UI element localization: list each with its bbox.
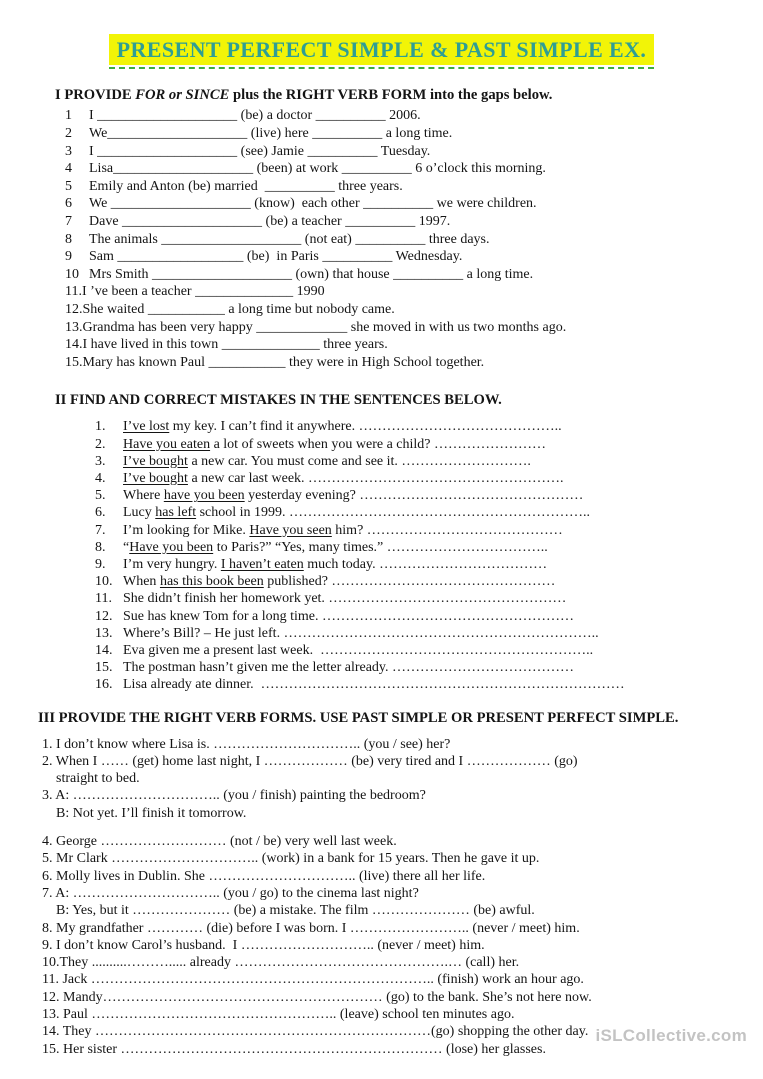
- exercise1-item: [65, 160, 733, 178]
- item-number: 2: [65, 125, 72, 141]
- item-number: 3: [65, 143, 72, 159]
- underlined-phrase: have you been: [163, 488, 245, 504]
- exercise3-item: [42, 954, 751, 971]
- item-text: Eva given me a present last week. …………………………………………………..: [123, 642, 594, 658]
- item-number: 8: [65, 231, 72, 247]
- title-dashed-underline: [109, 67, 655, 69]
- item-text: Lucy has left school in 1999. ………………………………………………………..: [123, 505, 591, 521]
- exercise2-item: [95, 573, 733, 590]
- page-title: PRESENT PERFECT SIMPLE & PAST SIMPLE EX.: [109, 34, 655, 65]
- item-text: 13. Paul …………………………………………….. (leave) school ten minutes ago.: [42, 1007, 515, 1022]
- item-text: 1. I don’t know where Lisa is. ………………………….. (you / see) her?: [42, 736, 451, 752]
- underlined-phrase: Have you seen: [249, 522, 332, 538]
- item-number: 12.: [95, 608, 113, 624]
- exercise1-item: [65, 125, 733, 143]
- section1-heading-post: plus the RIGHT VERB FORM into the gaps below.: [229, 87, 553, 104]
- item-text: 6. Molly lives in Dublin. She ………………………….. (live) there all her life.: [42, 868, 486, 884]
- item-number: 7.: [95, 522, 106, 538]
- item-text: “Have you been to Paris?” “Yes, many times.” ……………………………..: [123, 539, 548, 555]
- item-number: 10: [65, 266, 79, 282]
- item-number: 5: [65, 178, 72, 194]
- item-text: Emily and Anton (be) married __________ three years.: [89, 178, 403, 194]
- exercise2-item: [95, 676, 733, 693]
- exercise3-item: [42, 1006, 751, 1023]
- exercise2-item: [95, 436, 733, 453]
- item-text: Sam __________________ (be) in Paris __________ Wednesday.: [89, 249, 463, 265]
- exercise2-item: [95, 608, 733, 625]
- exercise1-item: [65, 231, 733, 249]
- item-number: 1: [65, 108, 72, 124]
- item-number: 3.: [95, 453, 106, 469]
- item-text: 15. Her sister …………………………………………………………… (lose) her glasses.: [42, 1041, 546, 1057]
- item-text: 5. Mr Clark ………………………….. (work) in a bank for 15 years. Then he gave it up.: [42, 851, 540, 867]
- exercise1-item: [65, 195, 733, 213]
- item-text: Mrs Smith ____________________ (own) that house __________ a long time.: [89, 266, 534, 282]
- exercise1-item: 11.I ’ve been a teacher ______________ 1990: [65, 284, 325, 300]
- item-number: 9.: [95, 556, 106, 572]
- item-number: 16.: [95, 677, 113, 693]
- item-number: 8.: [95, 539, 106, 555]
- exercise3-item: [42, 937, 751, 954]
- item-text: 3. A: ………………………….. (you / finish) painting the bedroom?: [42, 788, 426, 804]
- item-text: The postman hasn’t given me the letter already. …………………………………: [123, 660, 575, 676]
- section3-heading: III PROVIDE THE RIGHT VERB FORMS. USE PAST SIMPLE OR PRESENT PERFECT SIMPLE.: [38, 709, 679, 726]
- item-text: 2. When I …… (get) home last night, I ……………… (be) very tired and I ……………… (go): [42, 753, 578, 769]
- item-text: The animals ____________________ (not eat) __________ three days.: [89, 231, 490, 247]
- item-number: 13.: [95, 625, 113, 641]
- item-text: We ____________________ (know) each other __________ we were children.: [89, 196, 537, 212]
- item-text: 9. I don’t know Carol’s husband. I ……………………….. (never / meet) him.: [42, 937, 485, 953]
- item-text: I ____________________ (be) a doctor __________ 2006.: [89, 108, 421, 124]
- item-text: Dave ____________________ (be) a teacher __________ 1997.: [89, 213, 451, 229]
- item-text: 10.They ..........………..... already ……………………………………….… (call) her.: [42, 955, 520, 971]
- exercise1-item: 13.Grandma has been very happy _____________ she moved in with us two months ago.: [65, 319, 567, 335]
- exercise2-item: [95, 418, 733, 435]
- item-text: I’m looking for Mike. Have you seen him? ……………………………………: [123, 522, 563, 538]
- item-text: I’ve bought a new car. You must come and see it. ……………………….: [123, 453, 531, 469]
- exercise3-item: [42, 736, 751, 753]
- section1-heading: [55, 87, 723, 104]
- item-text: She didn’t finish her homework yet. ……………………………………………: [123, 591, 567, 607]
- item-text: 14. They ………………………………………………………………(go) shopping the other day.: [42, 1024, 589, 1040]
- underlined-phrase: I’ve bought: [123, 453, 188, 469]
- exercise3-item: [42, 787, 751, 822]
- exercise3-item: [42, 971, 751, 988]
- exercise3-item: [42, 989, 751, 1006]
- item-text: Lisa already ate dinner. ……………………………………………………………………: [123, 677, 625, 693]
- item-text: I ____________________ (see) Jamie __________ Tuesday.: [89, 143, 431, 159]
- exercise2-item: [95, 556, 733, 573]
- exercise2-item: [95, 487, 733, 504]
- item-text: 7. A: ………………………….. (you / go) to the cinema last night?: [42, 885, 419, 901]
- exercise1-item: [65, 266, 733, 284]
- exercise3-item: [42, 833, 751, 850]
- item-number: 6: [65, 196, 72, 212]
- item-number: 11.: [95, 591, 112, 607]
- exercise1-item: [65, 213, 733, 231]
- item-subline: straight to bed.: [56, 771, 140, 787]
- exercise3-item: [42, 850, 751, 867]
- exercise1-item: 12.She waited ___________ a long time but nobody came.: [65, 301, 395, 317]
- exercise2-item: [95, 539, 733, 556]
- item-subline: B: Yes, but it ………………… (be) a mistake. The film ………………… (be) awful.: [56, 903, 535, 919]
- exercise3-item: [42, 920, 751, 937]
- islcollective-watermark: iSLCollective.com: [595, 1026, 747, 1045]
- underlined-phrase: I’ve bought: [123, 470, 188, 486]
- item-text: Where’s Bill? – He just left. …………………………………………………………..: [123, 625, 599, 641]
- exercise1-item: [65, 143, 733, 161]
- item-number: 9: [65, 249, 72, 265]
- item-text: I’m very hungry. I haven’t eaten much today. ………………………………: [123, 556, 548, 572]
- underlined-phrase: Have you eaten: [123, 436, 211, 452]
- item-number: 7: [65, 213, 72, 229]
- underlined-phrase: Have you been: [129, 539, 214, 555]
- item-number: 4.: [95, 470, 106, 486]
- item-number: 14.: [95, 642, 113, 658]
- item-number: 1.: [95, 419, 106, 435]
- exercise2-item: [95, 659, 733, 676]
- item-text: 11. Jack ……………………………………………………………….. (finish) work an hour ago.: [42, 972, 584, 988]
- item-text: Sue has knew Tom for a long time. ………………………………………………: [123, 608, 575, 624]
- underlined-phrase: I haven’t eaten: [220, 556, 304, 572]
- section1-heading-pre: I PROVIDE: [55, 87, 136, 104]
- item-text: I’ve bought a new car last week. ……………………………………………….: [123, 470, 564, 486]
- item-subline: B: Not yet. I’ll finish it tomorrow.: [56, 805, 247, 821]
- underlined-phrase: has left: [155, 505, 197, 521]
- exercise1-item: [65, 178, 733, 196]
- item-text: Lisa____________________ (been) at work __________ 6 o’clock this morning.: [89, 161, 546, 177]
- item-number: 5.: [95, 488, 106, 504]
- underlined-phrase: I’ve lost: [123, 419, 170, 435]
- item-text: When has this book been published? …………………………………………: [123, 574, 556, 590]
- exercise3-item: [42, 885, 751, 920]
- exercise1-item: 14.I have lived in this town ______________ three years.: [65, 337, 388, 353]
- item-text: 8. My grandfather ………… (die) before I was born. I …………………….. (never / meet) him.: [42, 920, 580, 936]
- section3-list: [42, 736, 751, 1058]
- section2-heading: II FIND AND CORRECT MISTAKES IN THE SENTENCES BELOW.: [55, 392, 502, 409]
- exercise2-item: [95, 504, 733, 521]
- item-text: I’ve lost my key. I can’t find it anywhere. ……………………………………..: [123, 419, 562, 435]
- title-block: [0, 0, 763, 69]
- exercise2-item: [95, 590, 733, 607]
- exercise2-item: [95, 642, 733, 659]
- item-number: 4: [65, 161, 72, 177]
- exercise2-item: [95, 453, 733, 470]
- item-text: Have you eaten a lot of sweets when you were a child? ……………………: [123, 436, 547, 452]
- exercise1-item: 15.Mary has known Paul ___________ they were in High School together.: [65, 354, 485, 370]
- item-text: 12. Mandy…………………………………………………… (go) to the bank. She’s not here now.: [42, 989, 592, 1005]
- section1-heading-emphasis: FOR or SINCE: [135, 87, 230, 104]
- exercise2-item: [95, 522, 733, 539]
- item-number: 6.: [95, 505, 106, 521]
- item-text: Where have you been yesterday evening? …………………………………………: [123, 488, 584, 504]
- section2-list: [95, 418, 733, 693]
- exercise2-item: [95, 625, 733, 642]
- item-text: 4. George ……………………… (not / be) very well last week.: [42, 834, 397, 850]
- item-number: 2.: [95, 436, 106, 452]
- exercise3-item: [42, 868, 751, 885]
- exercise1-item: [65, 248, 733, 266]
- item-number: 10.: [95, 574, 113, 590]
- exercise3-item: [42, 753, 751, 788]
- exercise2-item: [95, 470, 733, 487]
- item-number: 15.: [95, 660, 113, 676]
- item-text: We____________________ (live) here __________ a long time.: [89, 125, 453, 141]
- section1-list: [65, 107, 733, 371]
- underlined-phrase: has this book been: [159, 574, 264, 590]
- exercise1-item: [65, 107, 733, 125]
